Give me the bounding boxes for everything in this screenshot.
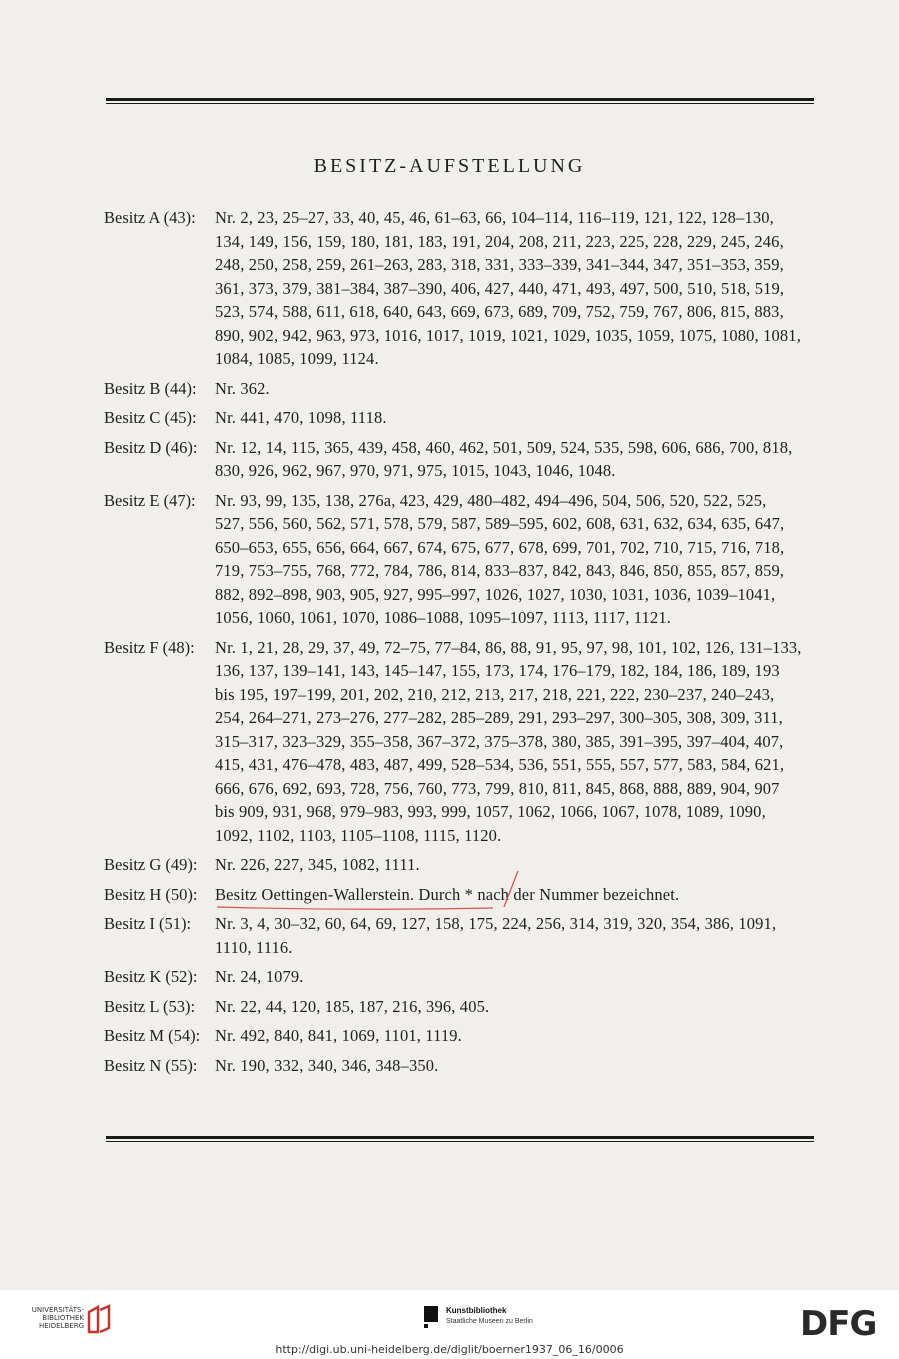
entry-numbers — [215, 1024, 820, 1048]
entry-row — [104, 406, 820, 430]
entry-line: 315–317, 323–329, 355–358, 367–372, 375–378, 380, 385, 391–395, 397–404, 407, — [215, 731, 784, 751]
entry-line: 361, 373, 379, 381–384, 387–390, 406, 427, 440, 471, 493, 497, 500, 510, 518, 519, — [215, 278, 785, 298]
entry-row — [104, 995, 820, 1019]
entry-label: Besitz K (52): — [104, 967, 198, 986]
entry-numbers — [215, 377, 820, 401]
entry-line: 527, 556, 560, 562, 571, 578, 579, 587, 589–595, 602, 608, 631, 632, 634, 635, 647, — [215, 514, 785, 533]
entry-label: Besitz G (49): — [104, 855, 198, 874]
entry-label: Besitz D (46): — [104, 437, 198, 457]
entry-line: 523, 574, 588, 611, 618, 640, 643, 669, 673, 689, 709, 752, 759, 767, 806, 815, 883, — [215, 302, 784, 321]
entry-label: Besitz B (44): — [104, 378, 197, 398]
entry-line: Nr. 22, 44, 120, 185, 187, 216, 396, 405. — [215, 996, 490, 1016]
top-rule — [106, 98, 814, 104]
entry-numbers — [215, 995, 820, 1019]
entry-line: bis 195, 197–199, 201, 202, 210, 212, 213, 217, 218, 221, 222, 230–237, 240–243, — [215, 684, 775, 704]
entry-label: Besitz E (47): — [104, 490, 196, 510]
source-url[interactable]: http://digi.ub.uni-heidelberg.de/diglit/boerner1937_06_16/0006 — [275, 1343, 624, 1356]
kunstbibliothek-icon — [422, 1304, 442, 1330]
entry-line: Besitz Oettingen-Wallerstein. Durch * nach der Nummer bezeichnet. — [215, 884, 680, 904]
pencil-slash — [498, 869, 522, 909]
entry-row — [104, 1024, 820, 1048]
entry-numbers — [215, 206, 820, 371]
entry-label: Besitz I (51): — [104, 914, 192, 933]
entry-label: Besitz L (53): — [104, 996, 196, 1016]
entry-line: Nr. 12, 14, 115, 365, 439, 458, 460, 462, 501, 509, 524, 535, 598, 606, 686, 700, 818, — [215, 437, 793, 457]
entry-line: 415, 431, 476–478, 483, 487, 499, 528–534, 536, 551, 555, 557, 577, 583, 584, 621, — [215, 755, 785, 774]
entry-numbers — [215, 436, 820, 483]
entry-line: 1110, 1116. — [215, 937, 293, 957]
entry-row — [104, 489, 820, 630]
entry-row — [104, 1054, 820, 1078]
entry-label: Besitz F (48): — [104, 637, 195, 657]
entry-line: 882, 892–898, 903, 905, 927, 995–997, 1026, 1027, 1030, 1031, 1036, 1039–1041, — [215, 584, 776, 604]
entry-line: Nr. 2, 23, 25–27, 33, 40, 45, 46, 61–63, 66, 104–114, 116–119, 121, 122, 128–130, — [215, 208, 774, 227]
entry-row — [104, 965, 820, 989]
entry-row — [104, 883, 820, 907]
entry-line: 136, 137, 139–141, 143, 145–147, 155, 173, 174, 176–179, 182, 184, 186, 189, 193 — [215, 661, 780, 680]
entry-line: 248, 250, 258, 259, 261–263, 283, 318, 331, 333–339, 341–344, 347, 351–353, 359, — [215, 255, 784, 274]
entry-line: 134, 149, 156, 159, 180, 181, 183, 191, 204, 208, 211, 223, 225, 228, 229, 245, 246, — [215, 231, 784, 251]
entry-label: Besitz C (45): — [104, 408, 197, 427]
entry-numbers — [215, 912, 820, 959]
entry-line: Nr. 492, 840, 841, 1069, 1101, 1119. — [215, 1026, 462, 1045]
entry-line: Nr. 1, 21, 28, 29, 37, 49, 72–75, 77–84, 86, 88, 91, 95, 97, 98, 101, 102, 126, 131–133, — [215, 637, 802, 657]
kunstbibliothek-name: Kunstbibliothek — [446, 1306, 507, 1315]
entry-line: Nr. 441, 470, 1098, 1118. — [215, 408, 387, 427]
entry-line: Nr. 226, 227, 345, 1082, 1111. — [215, 855, 420, 874]
entry-numbers — [215, 489, 820, 630]
entry-line: 650–653, 655, 656, 664, 667, 674, 675, 677, 678, 699, 701, 702, 710, 715, 716, 718, — [215, 537, 785, 557]
entry-row — [104, 636, 820, 848]
entry-line: 666, 676, 692, 693, 728, 756, 760, 773, 799, 810, 811, 845, 868, 888, 889, 904, 907 — [215, 778, 780, 798]
entry-line: 254, 264–271, 273–276, 277–282, 285–289, 291, 293–297, 300–305, 308, 309, 311, — [215, 708, 783, 727]
entry-numbers — [215, 636, 820, 848]
entry-line: 1092, 1102, 1103, 1105–1108, 1115, 1120. — [215, 825, 502, 845]
kunstbibliothek-subtitle: Staatliche Museen zu Berlin — [446, 1318, 533, 1325]
entry-line: 719, 753–755, 768, 772, 784, 786, 814, 833–837, 842, 843, 846, 850, 855, 857, 859, — [215, 561, 785, 580]
entry-numbers — [215, 965, 820, 989]
entry-label: Besitz N (55): — [104, 1055, 198, 1075]
entry-line: Nr. 93, 99, 135, 138, 276a, 423, 429, 480–482, 494–496, 504, 506, 520, 522, 525, — [215, 490, 767, 510]
entry-numbers — [215, 406, 820, 430]
entry-row — [104, 912, 820, 959]
entries-list — [104, 206, 820, 1083]
entry-row — [104, 206, 820, 371]
entry-line: bis 909, 931, 968, 979–983, 993, 999, 1057, 1062, 1066, 1067, 1078, 1089, 1090, — [215, 802, 766, 821]
entry-line: Nr. 362. — [215, 378, 270, 398]
library-logo-icon — [86, 1304, 112, 1334]
dfg-logo: DFG — [800, 1304, 877, 1344]
entry-line: 1084, 1085, 1099, 1124. — [215, 349, 379, 368]
entry-label: Besitz H (50): — [104, 884, 198, 904]
footer — [0, 1290, 899, 1359]
entry-line: Nr. 3, 4, 30–32, 60, 64, 69, 127, 158, 175, 224, 256, 314, 319, 320, 354, 386, 1091, — [215, 914, 777, 933]
entry-line: Nr. 190, 332, 340, 346, 348–350. — [215, 1055, 439, 1075]
entry-row — [104, 436, 820, 483]
entry-line: 890, 902, 942, 963, 973, 1016, 1017, 1019, 1021, 1029, 1035, 1059, 1075, 1080, 1081, — [215, 325, 801, 345]
entry-label: Besitz A (43): — [104, 208, 196, 227]
entry-line: 1056, 1060, 1061, 1070, 1086–1088, 1095–1097, 1113, 1117, 1121. — [215, 608, 672, 627]
entry-line: Nr. 24, 1079. — [215, 967, 304, 986]
entry-row — [104, 377, 820, 401]
library-name: UNIVERSITÄTS- BIBLIOTHEK HEIDELBERG — [31, 1306, 84, 1330]
entry-row — [104, 853, 820, 877]
bottom-rule — [106, 1136, 814, 1142]
entry-line: 830, 926, 962, 967, 970, 971, 975, 1015, 1043, 1046, 1048. — [215, 461, 616, 480]
page-title: BESITZ-AUFSTELLUNG — [313, 155, 586, 177]
entry-label: Besitz M (54): — [104, 1026, 201, 1045]
entry-numbers — [215, 1054, 820, 1078]
pencil-underline — [215, 905, 495, 911]
